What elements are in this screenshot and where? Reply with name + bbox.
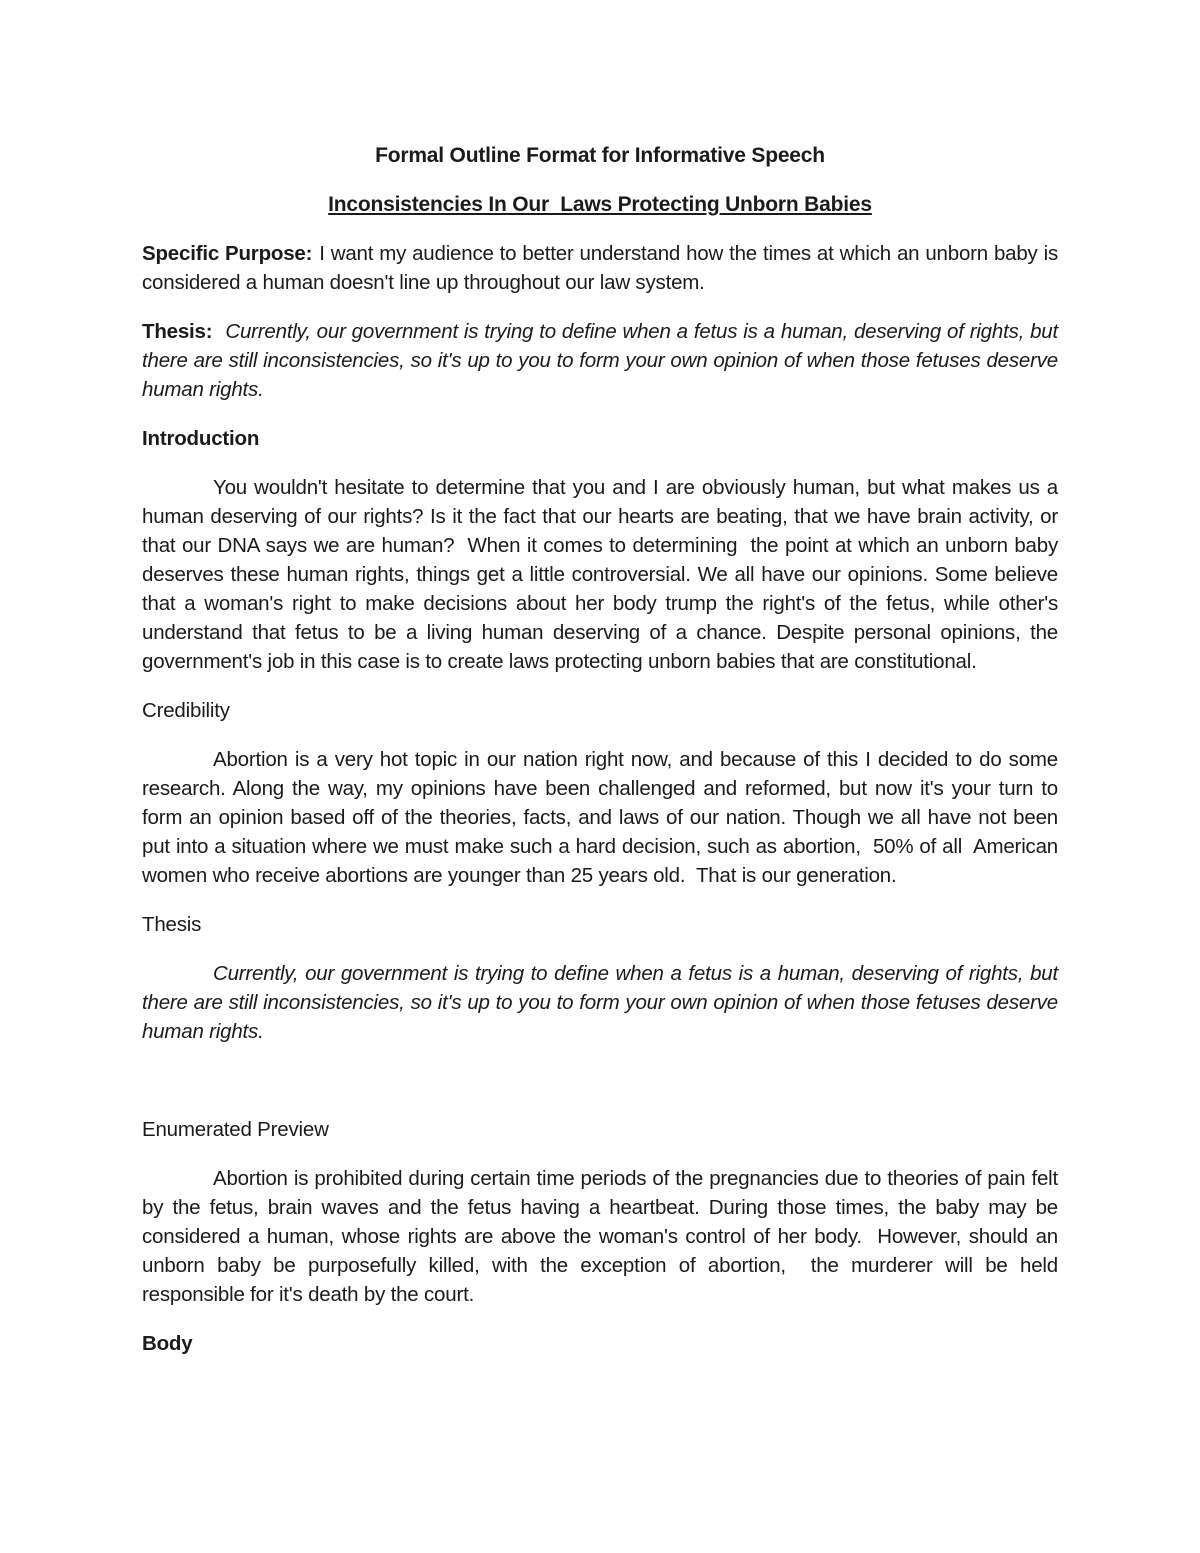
enumerated-preview-paragraph: Abortion is prohibited during certain time periods of the pregnancies due to theories of pain felt by the fetus, brain waves and the fetus having a heartbeat. During those times, the baby may be considered a human, whose rights are above the woman's control of her body. However, should an unborn baby be purposefully killed, with the exception of abortion, the murderer will be held responsible for it's death by the court. [142, 1167, 1064, 1306]
page-title: Formal Outline Format for Informative Speech [375, 144, 825, 167]
introduction-paragraph: You wouldn't hesitate to determine that you and I are obviously human, but what makes us a human deserving of our rights? Is it the fact that our hearts are beating, that we have brain activity, or that our DNA says we are human? When it comes to determining the point at which an unborn baby deserves these human rights, things get a little controversial. We all have our opinions. Some believe that a woman's right to make decisions about her body trump the right's of the fetus, while other's understand that fetus to be a living human deserving of a chance. Despite personal opinions, the government's job in this case is to create laws protecting unborn babies that are constitutional. [142, 476, 1064, 673]
credibility-heading: Credibility [142, 699, 230, 722]
specific-purpose-text: I want my audience to better understand how the times at which an unborn baby is considered a human doesn't line up throughout our law system. [142, 242, 1064, 294]
thesis-label: Thesis: [142, 320, 213, 343]
introduction-heading: Introduction [142, 427, 260, 450]
thesis-restatement-paragraph: Currently, our government is trying to define when a fetus is a human, deserving of rights, but there are still inconsistencies, so it's up to you to form your own opinion of when those fetuses deserve human rights. [142, 962, 1064, 1043]
specific-purpose-label: Specific Purpose: [142, 242, 313, 265]
credibility-paragraph: Abortion is a very hot topic in our nation right now, and because of this I decided to do some research. Along the way, my opinions have been challenged and reformed, but now it's your turn to form an opinion based off of the theories, facts, and laws of our nation. Though we all have not been put into a situation where we must make such a hard decision, such as abortion, 50% of all American women who receive abortions are younger than 25 years old. That is our generation. [142, 748, 1064, 887]
thesis-statement-text: Currently, our government is trying to define when a fetus is a human, deserving of rights, but there are still inconsistencies, so it's up to you to form your own opinion of when those fetuses deserve human rights. [142, 320, 1064, 401]
blank-line [142, 1066, 1058, 1115]
thesis-heading: Thesis [142, 913, 202, 936]
enumerated-preview-heading: Enumerated Preview [142, 1118, 329, 1141]
document-subtitle: Inconsistencies In Our Laws Protecting Unborn Babies [328, 193, 872, 216]
thesis-statement-paragraph [142, 317, 1064, 404]
specific-purpose-paragraph [142, 239, 1064, 297]
body-heading: Body [142, 1332, 193, 1355]
